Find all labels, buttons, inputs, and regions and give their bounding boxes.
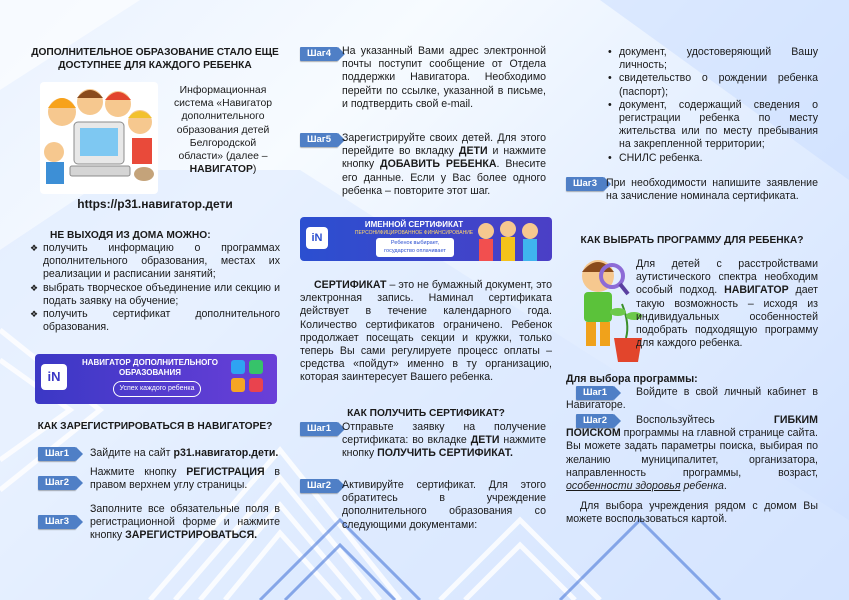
step2-badge bbox=[38, 476, 76, 490]
how-step2-text: Активируйте сертификат. Для этого обратитесь в учреждение дополнительного образования со следующими документами: bbox=[342, 479, 546, 531]
certificate-logo: iN bbox=[306, 227, 328, 249]
step-label: Шаг2 bbox=[300, 479, 338, 493]
s2-body: программы на главной странице сайта. Вы можете задать параметры поиска, выбирая по желанию муниципалитет, организатора, направленность программы, возраст, bbox=[566, 427, 818, 479]
step4-badge bbox=[300, 47, 338, 61]
intro-text bbox=[166, 84, 280, 176]
boy-magnifier-image bbox=[570, 254, 646, 366]
step-text: Нажмите кнопку bbox=[90, 466, 187, 478]
step-label: Шаг4 bbox=[300, 47, 338, 61]
step-label: Шаг3 bbox=[38, 515, 76, 529]
step5-badge bbox=[300, 133, 338, 147]
step-label: Шаг1 bbox=[38, 447, 76, 461]
step-text: Заполните все обязательные поля в регистрационной форме и нажмите кнопку bbox=[90, 503, 280, 542]
choose-pre: Для детей с расстройствами аутистического спектра необходим особый подход. bbox=[636, 258, 818, 297]
step3-badge bbox=[566, 177, 604, 191]
step-label: Шаг1 bbox=[300, 422, 338, 436]
step3-text: При необходимости напишите заявление на зачисление номинала сертификата. bbox=[606, 177, 818, 203]
s2-end: . bbox=[723, 480, 727, 493]
kids-computer-image bbox=[40, 82, 158, 194]
step-bold: ПОЛУЧИТЬ СЕРТИФИКАТ. bbox=[377, 447, 514, 460]
map-text: Для выбора учреждения рядом с домом Вы можете воспользоваться картой. bbox=[566, 500, 818, 526]
step-bold: РЕГИСТРАЦИЯ bbox=[186, 466, 265, 478]
step2-text bbox=[90, 466, 280, 492]
home-list bbox=[30, 242, 280, 334]
step3-text bbox=[90, 503, 280, 543]
list-item: • документ, содержащий сведения о регистрации ребенка по месту жительства или по месту пребывания на закрепленной территории; bbox=[606, 99, 818, 152]
how-step2-badge bbox=[300, 479, 338, 493]
s2-text bbox=[566, 414, 818, 493]
banner-subtitle: Успех каждого ребенка bbox=[113, 381, 201, 397]
certificate-body: – это не бумажный документ, это электронная запись. Наминал сертификата действует в течение календарного года. Количество сертификатов ограничено. Ребенок продолжает посещать секции и кружки, только теперь Вы сами регулируете процесс оплаты – средства «пойдут» именно в ту организацию, которая заинтересует Вашего ребенка. bbox=[300, 279, 552, 384]
app-icon bbox=[249, 360, 263, 374]
s2-pre: Воспользуйтесь bbox=[636, 414, 774, 426]
intro-pre: Информационная система «Навигатор дополнительного образования детей Белгородской области» (далее – bbox=[173, 85, 273, 163]
choose-bold: НАВИГАТОР bbox=[724, 284, 789, 297]
certificate-banner-title: ИМЕННОЙ СЕРТИФИКАТ bbox=[364, 220, 464, 229]
step-bold: ДЕТИ bbox=[470, 434, 500, 447]
main-title: ДОПОЛНИТЕЛЬНОЕ ОБРАЗОВАНИЕ СТАЛО ЕЩЕ ДОСТУПНЕЕ ДЛЯ КАЖДОГО РЕБЕНКА bbox=[31, 47, 279, 71]
step-bold: ЗАРЕГИСТРИРОВАТЬСЯ. bbox=[125, 529, 258, 542]
register-title: КАК ЗАРЕГИСТРИРОВАТЬСЯ В НАВИГАТОРЕ? bbox=[37, 421, 273, 432]
step-text: . Внесите его данные. Если у Вас более одного ребенка – повторите этот шаг. bbox=[342, 158, 546, 197]
certificate-text bbox=[300, 279, 552, 385]
intro-bold: НАВИГАТОР bbox=[189, 164, 253, 176]
how-step1-badge bbox=[300, 422, 338, 436]
step-text: в правом верхнем углу страницы. bbox=[90, 466, 280, 492]
documents-list bbox=[606, 46, 818, 165]
banner-title: НАВИГАТОР ДОПОЛНИТЕЛЬНОГО ОБРАЗОВАНИЯ bbox=[81, 358, 219, 377]
list-item: • документ, удостоверяющий Вашу личность; bbox=[606, 46, 818, 72]
step-text: Зайдите на сайт bbox=[90, 447, 174, 459]
home-title: НЕ ВЫХОДЯ ИЗ ДОМА МОЖНО: bbox=[50, 230, 211, 241]
step-text: Зарегистрируйте своих детей. Для этого перейдите во вкладку bbox=[342, 132, 546, 158]
certificate-banner-box: Ребенок выбирает, государство оплачивает bbox=[376, 238, 454, 257]
navigator-logo: iN bbox=[41, 364, 67, 390]
site-url[interactable]: https://p31.навигатор.дети bbox=[77, 197, 233, 211]
how-step1-text bbox=[342, 421, 546, 461]
step-label: Шаг5 bbox=[300, 133, 338, 147]
step-text: нажмите кнопку bbox=[342, 434, 546, 460]
step5-text bbox=[342, 132, 546, 198]
app-icon bbox=[231, 378, 245, 392]
list-item: • СНИЛС ребенка. bbox=[606, 152, 818, 165]
step-text: и нажмите кнопку bbox=[342, 145, 546, 171]
step-text: Отправьте заявку на получение сертификата: во вкладке bbox=[342, 421, 546, 447]
step-label: Шаг2 bbox=[38, 476, 76, 490]
list-item: ❖ выбрать творческое объединение или секцию и подать заявку на обучение; bbox=[30, 282, 280, 308]
choose-text bbox=[636, 258, 818, 350]
choose-title: КАК ВЫБРАТЬ ПРОГРАММУ ДЛЯ РЕБЕНКА? bbox=[580, 235, 804, 246]
list-item: ❖ получить сертификат дополнительного образования. bbox=[30, 308, 280, 334]
certificate-bold: СЕРТИФИКАТ bbox=[314, 279, 387, 291]
app-icon bbox=[231, 360, 245, 374]
navigator-banner bbox=[35, 354, 277, 404]
step-bold: p31.навигатор.дети. bbox=[173, 447, 279, 459]
step-bold: ДЕТИ bbox=[458, 145, 488, 158]
list-item: ❖ получить информацию о программах дополнительного образования, местах их реализации и расписании занятий; bbox=[30, 242, 280, 282]
step-label: Шаг1 bbox=[576, 386, 614, 400]
step1-text bbox=[90, 447, 280, 460]
step-label: Шаг2 bbox=[576, 414, 614, 428]
select-title: Для выбора программы: bbox=[566, 373, 698, 385]
s2-underline: особенности здоровья bbox=[566, 480, 681, 493]
intro-post: ) bbox=[252, 164, 257, 176]
step-label: Шаг3 bbox=[566, 177, 604, 191]
s2-italic: ребенка bbox=[680, 480, 724, 493]
choose-post: дает такую возможность – исходя из индивидуальных особенностей подобрать подходящую программу для каждого ребенка. bbox=[636, 284, 818, 350]
s2-bold: ГИБКИМ ПОИСКОМ bbox=[566, 414, 818, 440]
app-icon bbox=[249, 378, 263, 392]
step4-text: На указанный Вами адрес электронной почты поступит сообщение от Отдела поддержки Навигатора. Необходимо перейти по ссылке, указанной в письме, и подтвердить свой e-mail. bbox=[342, 45, 546, 110]
list-item: • свидетельство о рождении ребенка (паспорт); bbox=[606, 72, 818, 98]
step3-badge bbox=[38, 515, 76, 529]
step-bold: ДОБАВИТЬ РЕБЕНКА bbox=[380, 158, 497, 171]
step1-badge bbox=[38, 447, 76, 461]
s1-text: Войдите в свой личный кабинет в Навигаторе. bbox=[566, 386, 818, 412]
kids-illustration bbox=[472, 217, 552, 261]
certificate-banner bbox=[300, 217, 552, 261]
certificate-banner-sub: ПЕРСОНИФИЦИРОВАННОЕ ФИНАНСИРОВАНИЕ bbox=[354, 230, 474, 236]
how-title: КАК ПОЛУЧИТЬ СЕРТИФИКАТ? bbox=[347, 408, 505, 419]
